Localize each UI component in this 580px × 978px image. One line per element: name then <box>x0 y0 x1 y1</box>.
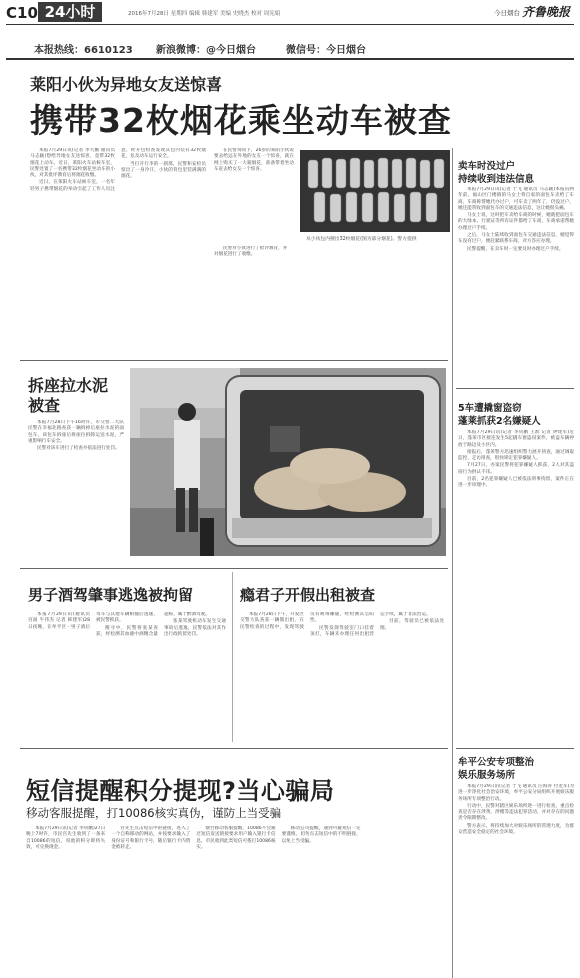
story3-body: 本报7月29日讯(通讯员 宫溢 牛伟杰 记者 韩建军)28日夜晚，在牟平区一男子酒后驾车与其他车辆相撞后逃逸，被民警抓获。 搜寻中，民警将张某查获，经检测其血液中酒精含量超标，属于醉酒驾驶。 张某驾驶机动车发生交通事故后逃逸，民警依法对其作出行政拘留处罚。 <box>28 612 226 637</box>
lead-body-col3: 在民警询问下，26岁的莱阳小伙说要去给远在外地的女友一个惊喜，就在网上购买了一大箱烟花，准备带着坐动车赶去给女友一个惊喜。 <box>214 148 294 172</box>
fireworks-image <box>300 150 450 232</box>
weibo: 新浪微博：@今日烟台 <box>156 45 256 56</box>
story2-title: 拆座拉水泥 <box>28 376 109 395</box>
masthead <box>0 0 580 56</box>
sidebar2-body: 本报7月29日讯(记者 李钊鹏 王淮 记者 钟建军)近日，蓬莱市区接连发生5起撬车窗盗窃案件，被盗车辆停放于路边及小区内。 接报后，蓬莱警方迅速组织警力展开侦查，通过调取监控、走访排查，很快锁定犯罪嫌疑人。 7月27日，办案民警将犯罪嫌疑人抓获，2人对其盗窃行为供认不讳。 目前，2名犯罪嫌疑人已被依法刑事拘留，案件正在进一步审理中。 <box>458 430 574 489</box>
section-tab <box>38 2 102 22</box>
story2-body: 本报7月28日下午16时许，市交警二大队民警在幸福北路查获一辆拆掉后座拉水泥的面包车，该包车拆座后将座位拆除运送水泥，严重影响行车安全。 民警对该车进行了检查并依法进行处罚。 <box>28 420 124 452</box>
sidebar3-body: 本报7月29日讯(记者 于飞 通讯员 汪海涛 付龙军)为进一步净化社会治安环境，牟平公安分局组织开展娱乐服务场所专项整治行动。 行动中，民警对辖区娱乐场所逐一进行检查，重点检查是否存在涉黄、涉赌等违法犯罪活动，并对存在的问题责令限期整改。 警方表示，将持续加大对娱乐场所的管理力度，为群众营造安全稳定的社会环境。 <box>458 784 574 836</box>
page-number: C10 <box>6 4 38 22</box>
sidebar3-subtitle: 娱乐服务场所 <box>458 770 516 781</box>
sidebar1-subtitle: 持续收到违法信息 <box>458 174 535 185</box>
fireworks-caption: 从小伙包内搜出32枚烟花(图为部分烟花)。警方提供 <box>306 237 417 242</box>
story4-body: 本报7月28日下午，开发区交警大队查获一辆假出租，在民警检查的过程中，发现驾驶员有吸毒嫌疑，经检测其呈阳性。 民警发现驾驶室门口挂着顶灯，车辆未办理任何出租营运手续，属于非法营运。 目前，驾驶员已被依法处理。 <box>240 612 444 637</box>
paper-logo: 齐鲁晚报 <box>522 5 571 19</box>
bottom-headline: 短信提醒积分提现?当心骗局 <box>26 777 335 805</box>
sidebar2-subtitle: 蓬莱抓获2名嫌疑人 <box>458 416 541 427</box>
sidebar1-title: 卖车时没过户 <box>458 161 516 172</box>
wechat: 微信号：今日烟台 <box>286 45 366 56</box>
bottom-subhead: 移动客服提醒，打10086核实真伪，谨防上当受骗 <box>26 806 282 820</box>
fireworks-photo <box>300 150 450 232</box>
van-image <box>130 368 446 556</box>
story4-title: 瘾君子开假出租被查 <box>240 586 376 604</box>
bottom-body: 本报7月29日讯(记者 李钊鹏)27日晚上7时许，市民宫先生收到了一条来自10086的短信，说他的积分即将失效，可兑换现金。 宫先生点击短信中的链接，进入了一个自称移动的网站，并按要求输入了身份证号和银行卡号，随后银行卡内资金被转走。 烟台移动客服提醒，10086不会通过短信发送链接要求用户输入银行卡信息，市民收到此类短信可拨打10086核实。 移动公司提醒，遇到可疑短信一定要谨慎，切勿点击短信中的不明链接，以免上当受骗。 <box>26 826 361 850</box>
sidebar1-body: 本报7月29日讯(记者 于飞 通讯员 马志颖)本报讯两年前，福山区门楼镇的马女士将自家的面包车卖给了车商，车商称帮她代办过户，可车卖了两年了，仍没过户，她还能常收到面包车的交通违法信息，这让她很头痛。 马女士说，这时把车卖给车商的时候，她就把面包车的大绿本、行驶证等所有证件都给了车商，车商承诺帮她办理过户手续。 之后，马女士陆续收到面包车交通违法信息，她觉得车没有过户，便赶紧联系车商，对方答应办理。 民警提醒，在卖车时一定要及时办理过户手续。 <box>458 187 574 252</box>
story2-subtitle: 被查 <box>28 396 61 415</box>
van-photo <box>130 368 446 556</box>
hotline: 本报热线：6610123 <box>34 45 133 56</box>
lead-body-lower: 民警对小伙进行了批评教育，并对烟花进行了收缴。 <box>214 246 288 258</box>
lead-kicker: 莱阳小伙为异地女友送惊喜 <box>30 75 223 94</box>
lead-body: 本报7月29日讯(记者 李大鹏 通讯员 马志颖)想给异地女友送惊喜，竟带32枚烟花上动车。近日，莱阳火车站候车室，民警处置了一名携带32枚烟花坐动车的小伙，对其批评教育后将烟花收缴。 近日，在莱阳火车站候车室，一名年轻男子携带烟花的举动引起了工作人员注意，经开包检查发现其包内装有32枚烟花，危及动车运行安全。 当打开行李的一刹那，民警和安检员惊出了一身冷汗，小伙的背包里装满满的烟花。 <box>30 148 206 192</box>
story3-title: 男子酒驾肇事逃逸被拘留 <box>28 586 194 604</box>
sidebar3-title: 牟平公安专项整治 <box>458 757 535 768</box>
paper-short-name: 今日烟台 <box>494 9 520 17</box>
sidebar2-title: 5车遭撬窗盗窃 <box>458 403 522 414</box>
issue-meta: 2016年7月28日 星期四 编辑 韩建军 美编 史晓杰 校对 周宪娟 <box>128 11 281 17</box>
lead-headline: 携带32枚烟花乘坐动车被查 <box>30 101 452 140</box>
section-title: 24小时 <box>44 3 96 21</box>
